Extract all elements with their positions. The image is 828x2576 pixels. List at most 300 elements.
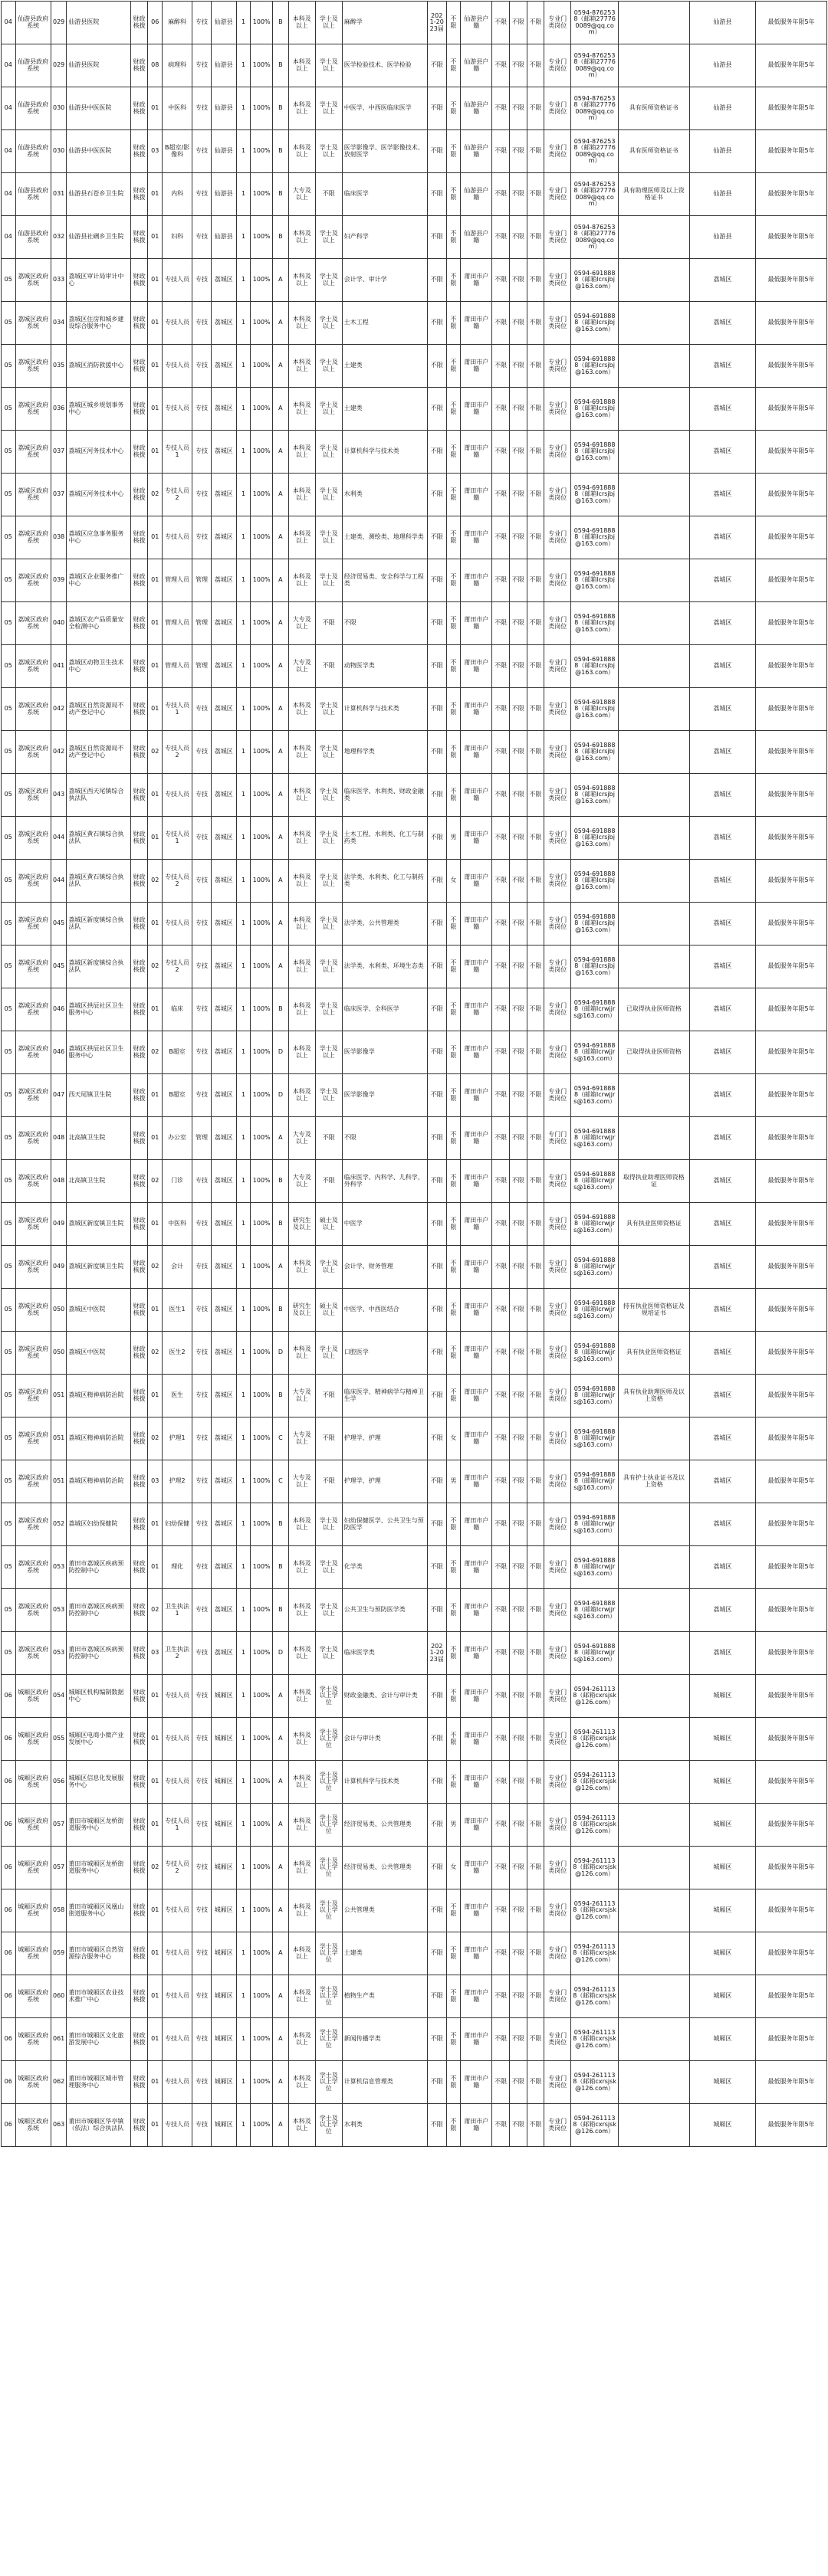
table-cell: 荔城区 <box>689 1203 755 1246</box>
table-cell: 荔城区 <box>689 1160 755 1203</box>
table-cell: 050 <box>51 1332 67 1375</box>
table-cell: 100% <box>251 1632 273 1675</box>
table-cell: 大专及以上 <box>288 645 315 688</box>
table-cell: 100% <box>251 1889 273 1932</box>
table-cell: 030 <box>51 130 67 173</box>
table-cell: 荔城区 <box>689 345 755 388</box>
table-cell: 08 <box>148 44 163 87</box>
table-cell: 专业门类岗位 <box>544 1675 571 1718</box>
table-cell: 专技 <box>192 1804 212 1847</box>
table-cell: 不限 <box>509 602 527 645</box>
table-cell: 100% <box>251 860 273 903</box>
table-cell: 财政核拨 <box>130 130 148 173</box>
table-cell: 不限 <box>492 345 510 388</box>
table-cell: 最低服务年限5年 <box>756 903 827 946</box>
table-cell: 计算机信息管理类 <box>342 2061 427 2104</box>
table-cell: 02 <box>148 1031 163 1074</box>
table-cell: 专技 <box>192 1932 212 1975</box>
table-cell: A <box>273 1847 289 1889</box>
table-cell: 100% <box>251 1417 273 1460</box>
table-cell: 100% <box>251 216 273 259</box>
table-cell: 本科及以上 <box>288 1675 315 1718</box>
table-cell: 荔城区政府系统 <box>15 774 51 817</box>
table-cell: 莆田市户籍 <box>461 259 492 302</box>
table-cell: 06 <box>2 1889 16 1932</box>
table-cell: 本科及以上 <box>288 731 315 774</box>
table-cell: 不限 <box>509 2018 527 2061</box>
table-cell: 100% <box>251 388 273 431</box>
table-cell: 仙游县政府系统 <box>15 216 51 259</box>
table-cell: 1 <box>236 44 251 87</box>
table-cell: 学士及以上学位 <box>315 1889 342 1932</box>
table-cell: 不限 <box>446 1375 461 1417</box>
table-cell: 学士及以上 <box>315 388 342 431</box>
table-cell <box>618 1589 689 1632</box>
table-cell <box>618 1546 689 1589</box>
table-cell: 最低服务年限5年 <box>756 774 827 817</box>
table-cell: 055 <box>51 1718 67 1761</box>
table-cell <box>618 817 689 860</box>
table-cell: 100% <box>251 1332 273 1375</box>
table-cell: 新闻传播学类 <box>342 2018 427 2061</box>
table-cell: 专技 <box>192 1889 212 1932</box>
table-cell: 05 <box>2 1203 16 1246</box>
table-cell: 05 <box>2 602 16 645</box>
table-row <box>2 173 827 216</box>
table-cell: 荔城区 <box>211 688 236 731</box>
table-row <box>2 1632 827 1675</box>
table-cell: 财政核拨 <box>130 731 148 774</box>
table-cell: 不限 <box>509 1332 527 1375</box>
table-cell: 0594-6918888（邮箱lcrwjjrs@163.com） <box>571 1117 619 1160</box>
table-cell <box>618 431 689 474</box>
table-cell: 032 <box>51 216 67 259</box>
table-cell: 荔城区应急事务服务中心 <box>67 516 130 559</box>
table-cell: 05 <box>2 774 16 817</box>
table-cell: 城厢区 <box>211 1975 236 2018</box>
table-cell: 专技人员 <box>163 388 192 431</box>
table-cell: 100% <box>251 1975 273 2018</box>
table-cell: 专技 <box>192 988 212 1031</box>
table-cell: 仙游县中医医院 <box>67 87 130 130</box>
table-cell: B <box>273 1546 289 1589</box>
table-cell: 仙游县 <box>689 2 755 44</box>
table-cell: A <box>273 431 289 474</box>
table-cell: 大专及以上 <box>288 1117 315 1160</box>
table-cell: 财政核拨 <box>130 1031 148 1074</box>
table-cell: 妇幼保健医学、公共卫生与预防医学 <box>342 1503 427 1546</box>
table-cell: 荔城区政府系统 <box>15 645 51 688</box>
table-cell: 医学影像学 <box>342 1031 427 1074</box>
table-cell: 专业门类岗位 <box>544 345 571 388</box>
table-cell <box>618 1503 689 1546</box>
table-cell: 莆田市户籍 <box>461 388 492 431</box>
table-cell: 1 <box>236 1932 251 1975</box>
table-cell: 不限 <box>527 688 544 731</box>
table-cell: 本科及以上 <box>288 860 315 903</box>
table-cell: 不限 <box>527 946 544 988</box>
table-cell: 0594-6918888（邮箱lcrwjjrs@163.com） <box>571 1589 619 1632</box>
recruitment-table-container <box>1 1 827 2147</box>
table-cell: A <box>273 731 289 774</box>
table-cell: 不限 <box>527 2 544 44</box>
table-cell: 不限 <box>446 173 461 216</box>
table-row <box>2 1847 827 1889</box>
table-cell: 01 <box>148 1675 163 1718</box>
table-cell: 不限 <box>509 688 527 731</box>
table-cell: 01 <box>148 1804 163 1847</box>
table-cell: 荔城区 <box>211 1289 236 1332</box>
table-cell: 053 <box>51 1546 67 1589</box>
table-cell: 专技 <box>192 302 212 345</box>
table-cell: 100% <box>251 1932 273 1975</box>
table-cell <box>618 1889 689 1932</box>
table-cell: 不限 <box>527 130 544 173</box>
table-cell: 01 <box>148 988 163 1031</box>
table-cell: 不限 <box>509 2104 527 2147</box>
table-cell: B超室/影像科 <box>163 130 192 173</box>
table-cell: 01 <box>148 1203 163 1246</box>
table-cell: 0594-6918888（邮箱lcrsjbj@163.com） <box>571 302 619 345</box>
table-cell: 不限 <box>509 1289 527 1332</box>
table-cell: 学士及以上 <box>315 1589 342 1632</box>
table-cell: 0594-2611138（邮箱cxrsjsk@126.com） <box>571 1889 619 1932</box>
table-cell: 不限 <box>427 431 446 474</box>
table-cell: 100% <box>251 731 273 774</box>
table-cell: 学士及以上 <box>315 1246 342 1289</box>
table-cell: 最低服务年限5年 <box>756 688 827 731</box>
table-cell: 1 <box>236 259 251 302</box>
table-cell: 不限 <box>446 1675 461 1718</box>
table-cell: 1 <box>236 87 251 130</box>
table-cell: 专业门类岗位 <box>544 1932 571 1975</box>
table-cell: 不限 <box>509 1031 527 1074</box>
table-cell: 100% <box>251 1761 273 1804</box>
table-cell: 不限 <box>492 1375 510 1417</box>
table-cell: 具有医师资格证书 <box>618 130 689 173</box>
table-cell: 最低服务年限5年 <box>756 1160 827 1203</box>
table-cell <box>618 44 689 87</box>
table-cell: 学士及以上 <box>315 216 342 259</box>
table-cell: 不限 <box>446 259 461 302</box>
table-cell: 仙游县中医医院 <box>67 130 130 173</box>
table-cell: 妇产科学 <box>342 216 427 259</box>
table-cell: 100% <box>251 1246 273 1289</box>
table-cell: 荔城区政府系统 <box>15 731 51 774</box>
table-cell: 荔城区 <box>689 860 755 903</box>
table-cell: 本科及以上 <box>288 1847 315 1889</box>
table-cell: 财政核拨 <box>130 1761 148 1804</box>
table-cell: 仙游县户籍 <box>461 130 492 173</box>
table-cell: 不限 <box>427 216 446 259</box>
table-row <box>2 1975 827 2018</box>
table-cell: 不限 <box>342 1117 427 1160</box>
table-cell: 100% <box>251 559 273 602</box>
table-cell: 荔城区审计局审计中心 <box>67 259 130 302</box>
table-cell: 男 <box>446 817 461 860</box>
table-cell: 01 <box>148 173 163 216</box>
table-cell: 不限 <box>427 516 446 559</box>
table-cell: B <box>273 130 289 173</box>
table-cell: 不限 <box>527 2061 544 2104</box>
table-cell: 1 <box>236 173 251 216</box>
table-cell: 荔城区 <box>211 946 236 988</box>
table-cell: 莆田市户籍 <box>461 731 492 774</box>
table-cell: 02 <box>148 860 163 903</box>
table-cell: 管理人员 <box>163 645 192 688</box>
table-cell: 专业门类岗位 <box>544 2104 571 2147</box>
table-cell: 不限 <box>509 1589 527 1632</box>
table-cell: 城厢区 <box>211 2018 236 2061</box>
table-cell: A <box>273 1975 289 2018</box>
table-cell: 01 <box>148 1932 163 1975</box>
table-cell: 莆田市户籍 <box>461 1246 492 1289</box>
table-cell: 05 <box>2 1289 16 1332</box>
table-cell: 莆田市户籍 <box>461 988 492 1031</box>
table-cell: 护理2 <box>163 1460 192 1503</box>
table-cell: 最低服务年限5年 <box>756 87 827 130</box>
table-cell: 荔城区政府系统 <box>15 602 51 645</box>
table-cell: 学士及以上学位 <box>315 2018 342 2061</box>
table-cell: 100% <box>251 602 273 645</box>
table-cell: 女 <box>446 1417 461 1460</box>
table-cell: 本科及以上 <box>288 946 315 988</box>
table-row <box>2 87 827 130</box>
table-cell: 不限 <box>446 474 461 516</box>
table-cell: 医生 <box>163 1375 192 1417</box>
table-cell: 05 <box>2 1460 16 1503</box>
table-cell: 不限 <box>527 1761 544 1804</box>
table-cell: 专技人员 <box>163 2104 192 2147</box>
table-cell: 学士及以上 <box>315 474 342 516</box>
table-cell: 专业门类岗位 <box>544 259 571 302</box>
table-cell: 0594-6918888（邮箱lcrwjjrs@163.com） <box>571 1160 619 1203</box>
table-cell: 0594-6918888（邮箱lcrwjjrs@163.com） <box>571 1632 619 1675</box>
table-cell: 01 <box>148 216 163 259</box>
table-cell: 本科及以上 <box>288 688 315 731</box>
table-cell: 仙游县 <box>211 216 236 259</box>
table-cell: 荔城区 <box>689 516 755 559</box>
table-row <box>2 1074 827 1117</box>
table-cell: 荔城区新度镇综合执法队 <box>67 946 130 988</box>
table-cell: 不限 <box>527 173 544 216</box>
table-cell: 莆田市户籍 <box>461 1546 492 1589</box>
table-cell: 荔城区 <box>211 1031 236 1074</box>
table-cell: 学士及以上 <box>315 1632 342 1675</box>
table-cell: 麻醉学 <box>342 2 427 44</box>
table-cell: 财政核拨 <box>130 1546 148 1589</box>
table-cell: 会计 <box>163 1246 192 1289</box>
table-cell: 临床医学类 <box>342 1632 427 1675</box>
recruitment-table <box>1 1 827 2147</box>
table-cell: 06 <box>2 1847 16 1889</box>
table-cell: 本科及以上 <box>288 130 315 173</box>
table-cell: 2021-2023届 <box>427 2 446 44</box>
table-cell: 04 <box>2 216 16 259</box>
table-cell: 城厢区 <box>689 2018 755 2061</box>
table-cell: A <box>273 1246 289 1289</box>
table-row <box>2 474 827 516</box>
table-cell: 047 <box>51 1074 67 1117</box>
table-cell: 计算机科学与技术类 <box>342 688 427 731</box>
table-cell: 不限 <box>315 1375 342 1417</box>
table-cell: 专技人员1 <box>163 1804 192 1847</box>
table-cell: 城厢区 <box>689 1889 755 1932</box>
table-cell <box>618 903 689 946</box>
table-cell: 1 <box>236 130 251 173</box>
table-cell: 不限 <box>427 1804 446 1847</box>
table-cell: 北高镇卫生院 <box>67 1117 130 1160</box>
table-cell <box>618 1975 689 2018</box>
table-cell: 仙游县户籍 <box>461 2 492 44</box>
table-cell: 不限 <box>492 1718 510 1761</box>
table-cell: 荔城区精神病防治院 <box>67 1375 130 1417</box>
table-cell: 专技 <box>192 1460 212 1503</box>
table-cell: 荔城区 <box>689 1074 755 1117</box>
table-cell: 最低服务年限5年 <box>756 1675 827 1718</box>
table-cell: 荔城区政府系统 <box>15 1589 51 1632</box>
table-cell: 05 <box>2 817 16 860</box>
table-cell: 不限 <box>446 1632 461 1675</box>
table-cell: 不限 <box>492 645 510 688</box>
table-cell: A <box>273 1889 289 1932</box>
table-cell: 荔城区 <box>211 903 236 946</box>
table-cell: 0594-6918888（邮箱lcrsjbj@163.com） <box>571 259 619 302</box>
table-cell <box>618 302 689 345</box>
table-cell: 不限 <box>509 2061 527 2104</box>
table-cell: 荔城区政府系统 <box>15 903 51 946</box>
table-cell: 荔城区 <box>689 903 755 946</box>
table-cell: 0594-6918888（邮箱lcrsjbj@163.com） <box>571 774 619 817</box>
table-cell: A <box>273 688 289 731</box>
table-cell: 城厢区政府系统 <box>15 2018 51 2061</box>
table-cell: 荔城区政府系统 <box>15 1375 51 1417</box>
table-row <box>2 1117 827 1160</box>
table-cell: D <box>273 1332 289 1375</box>
table-cell: 不限 <box>446 1074 461 1117</box>
table-cell: 06 <box>2 1804 16 1847</box>
table-cell: 具有执业医师资格证 <box>618 1332 689 1375</box>
table-cell: 专业门类岗位 <box>544 1847 571 1889</box>
table-cell: 财政核拨 <box>130 1289 148 1332</box>
table-cell: 学士及以上 <box>315 688 342 731</box>
table-cell: 0594-6918888（邮箱lcrsjbj@163.com） <box>571 903 619 946</box>
table-cell: 0594-6918888（邮箱lcrwjjrs@163.com） <box>571 1246 619 1289</box>
table-cell: 100% <box>251 302 273 345</box>
table-cell: 100% <box>251 688 273 731</box>
table-cell: 不限 <box>446 903 461 946</box>
table-cell: 荔城区动物卫生技术中心 <box>67 645 130 688</box>
table-cell: 荔城区 <box>211 1546 236 1589</box>
table-cell: 01 <box>148 2104 163 2147</box>
table-cell: 不限 <box>527 1975 544 2018</box>
table-cell: 专业门类岗位 <box>544 1246 571 1289</box>
table-cell: 0594-6918888（邮箱lcrwjjrs@163.com） <box>571 1203 619 1246</box>
table-cell: 不限 <box>527 474 544 516</box>
table-cell: 100% <box>251 817 273 860</box>
table-cell: 麻醉科 <box>163 2 192 44</box>
table-cell: 财政核拨 <box>130 345 148 388</box>
table-cell: 02 <box>148 1246 163 1289</box>
table-cell: 口腔医学 <box>342 1332 427 1375</box>
table-cell: 财政核拨 <box>130 1889 148 1932</box>
table-cell: 具有执业医师资格证 <box>618 1203 689 1246</box>
table-cell: 02 <box>148 946 163 988</box>
table-cell: 不限 <box>492 1675 510 1718</box>
table-cell: 100% <box>251 774 273 817</box>
table-cell: 不限 <box>527 87 544 130</box>
table-cell: 100% <box>251 1160 273 1203</box>
table-cell: 不限 <box>427 1761 446 1804</box>
table-cell: B <box>273 1203 289 1246</box>
table-cell: 1 <box>236 1503 251 1546</box>
table-cell: 荔城区 <box>689 1417 755 1460</box>
table-cell: 城厢区政府系统 <box>15 1761 51 1804</box>
table-cell: 莆田市户籍 <box>461 1074 492 1117</box>
table-cell: 不限 <box>492 259 510 302</box>
table-cell: 048 <box>51 1160 67 1203</box>
table-cell: 荔城区政府系统 <box>15 516 51 559</box>
table-cell: 不限 <box>446 345 461 388</box>
table-cell: 本科及以上 <box>288 1761 315 1804</box>
table-cell: 最低服务年限5年 <box>756 1847 827 1889</box>
table-cell: 本科及以上 <box>288 1889 315 1932</box>
table-cell: 财政核拨 <box>130 302 148 345</box>
table-cell: 财政核拨 <box>130 903 148 946</box>
table-cell: 专技 <box>192 1975 212 2018</box>
table-cell: 荔城区 <box>689 1332 755 1375</box>
table-cell: 荔城区 <box>689 1632 755 1675</box>
table-cell: 0594-6918888（邮箱lcrsjbj@163.com） <box>571 688 619 731</box>
table-cell: 不限 <box>446 774 461 817</box>
table-cell: 专业门类岗位 <box>544 87 571 130</box>
table-cell: 不限 <box>427 44 446 87</box>
table-cell: 0594-6918888（邮箱lcrsjbj@163.com） <box>571 516 619 559</box>
table-cell: 1 <box>236 474 251 516</box>
table-row <box>2 2018 827 2061</box>
table-cell: 财政金融类、会计与审计类 <box>342 1675 427 1718</box>
table-cell: 1 <box>236 946 251 988</box>
table-cell: 荔城区政府系统 <box>15 259 51 302</box>
table-cell: 100% <box>251 516 273 559</box>
table-cell: 0594-2611138（邮箱cxrsjsk@126.com） <box>571 1847 619 1889</box>
table-cell: 本科及以上 <box>288 2061 315 2104</box>
table-cell: 036 <box>51 388 67 431</box>
table-cell: 医学影像学 <box>342 1074 427 1117</box>
table-cell: 不限 <box>527 860 544 903</box>
table-cell: 05 <box>2 988 16 1031</box>
table-cell: 莆田市户籍 <box>461 946 492 988</box>
table-cell: B <box>273 44 289 87</box>
table-cell: 财政核拨 <box>130 1804 148 1847</box>
table-row <box>2 1375 827 1417</box>
table-cell: 不限 <box>315 1417 342 1460</box>
table-cell: 最低服务年限5年 <box>756 602 827 645</box>
table-cell: 学士及以上学位 <box>315 1804 342 1847</box>
table-cell <box>618 1675 689 1718</box>
table-cell: 不限 <box>492 1246 510 1289</box>
table-cell: 最低服务年限5年 <box>756 516 827 559</box>
table-cell: 034 <box>51 302 67 345</box>
table-cell: 0594-2611138（邮箱cxrsjsk@126.com） <box>571 1761 619 1804</box>
table-cell: 莆田市户籍 <box>461 1761 492 1804</box>
table-cell: A <box>273 2104 289 2147</box>
table-cell: D <box>273 1632 289 1675</box>
table-cell: 本科及以上 <box>288 1804 315 1847</box>
table-cell: 荔城区 <box>689 474 755 516</box>
table-cell: 城厢区政府系统 <box>15 1932 51 1975</box>
table-cell <box>618 2061 689 2104</box>
